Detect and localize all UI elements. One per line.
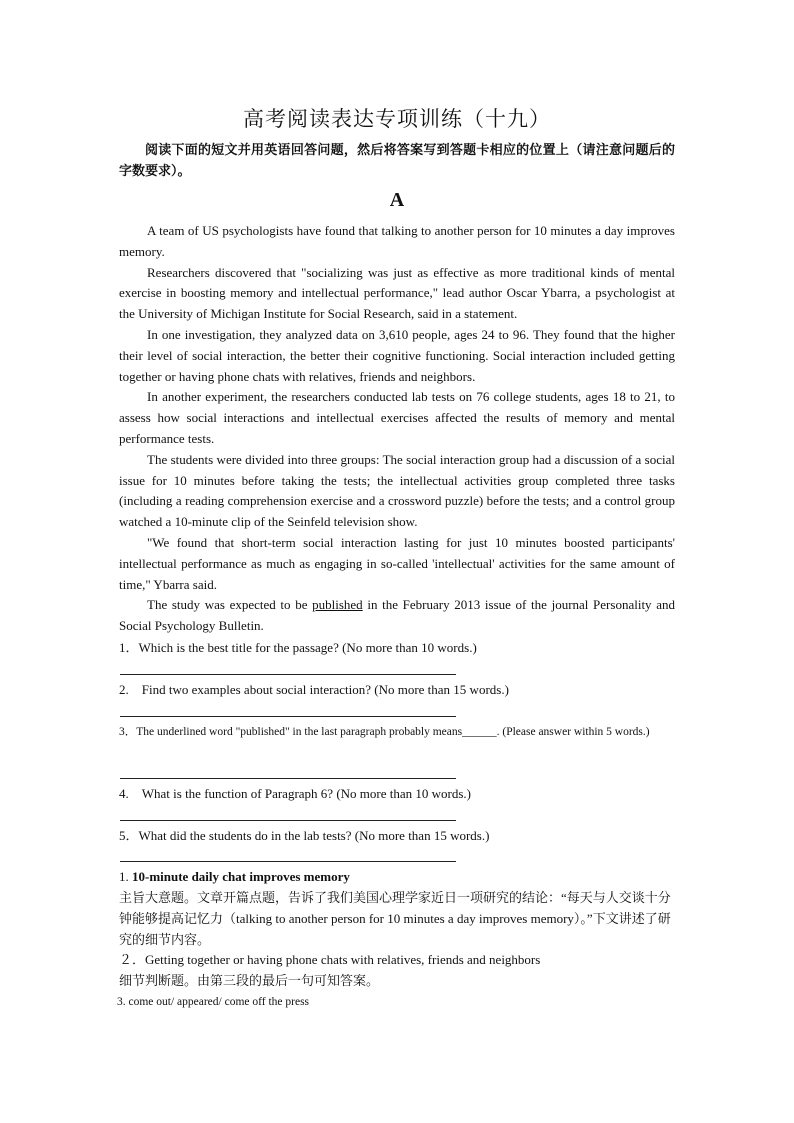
instructions: 阅读下面的短文并用英语回答问题，然后将答案写到答题卡相应的位置上（请注意问题后的字数要求）。 xyxy=(119,142,675,178)
paragraph-2: Researchers discovered that "socializing was just as effective as more traditional kinds of mental exercise in boosting memory and intellectual performance," lead author Oscar Ybarra, a psychologist at the University of Michigan Institute for Social Research, said in a statement. xyxy=(119,264,675,322)
question-3: 3．The underlined word "published" in the last paragraph probably means______. (Please answer within 5 words.) xyxy=(119,726,650,738)
answer-line-5[interactable] xyxy=(120,861,456,862)
answer-2: ２．Getting together or having phone chats with relatives, friends and neighbors xyxy=(119,952,541,967)
paragraph-7-end: in the February 2013 issue of the journal Personality and Social Psychology Bulletin. xyxy=(119,597,675,634)
answer-1 xyxy=(119,866,679,887)
answer-2-explanation: 细节判断题。由第三段的最后一句可知答案。 xyxy=(119,973,380,988)
answer-line-3[interactable] xyxy=(120,778,456,779)
answer-1-explanation: 主旨大意题。文章开篇点题，告诉了我们美国心理学家近日一项研究的结论：“每天与人交谈十分钟能够提高记忆力（talking to another person for 10 minutes a day improves memory）。”下文讲述了研究的细节内容。 xyxy=(119,890,671,947)
answer-1-number: 1. xyxy=(119,869,132,884)
answer-line-2[interactable] xyxy=(120,716,456,717)
question-2: 2. Find two examples about social interaction? (No more than 15 words.) xyxy=(119,682,509,697)
paragraph-3: In one investigation, they analyzed data on 3,610 people, ages 24 to 96. They found that the higher their level of social interaction, the better their cognitive functioning. Social interaction included getting together or having phone chats with relatives, friends and neighbors. xyxy=(119,326,675,384)
paragraph-4: In another experiment, the researchers conducted lab tests on 76 college students, ages 18 to 21, to assess how social interactions and intellectual exercises affected the results of memory and mental performance tests. xyxy=(119,389,675,446)
answer-3: 3. come out/ appeared/ come off the press xyxy=(117,996,310,1008)
paragraph-7 xyxy=(119,595,675,637)
reading-passage xyxy=(119,221,675,637)
paragraph-5: The students were divided into three groups: The social interaction group had a discussion of a social issue for 10 minutes before taking the tests; the intellectual activities group completed three tasks (including a reading comprehension exercise and a crossword puzzle) before the tests; and a control group watched a 10-minute clip of the Seinfeld television show. xyxy=(119,451,675,530)
paragraph-6: "We found that short-term social interaction lasting for just 10 minutes boosted participants' intellectual performance as much as engaging in so-called 'intellectual' activities for the same amount of time," Ybarra said. xyxy=(119,534,675,592)
page-title: 高考阅读表达专项训练（十九） xyxy=(243,107,551,131)
paragraph-7-start: The study was expected to be xyxy=(147,597,313,613)
question-5: 5．What did the students do in the lab tests? (No more than 15 words.) xyxy=(119,828,490,843)
answer-1-text: 10-minute daily chat improves memory xyxy=(132,869,350,884)
paragraph-1: A team of US psychologists have found that talking to another person for 10 minutes a day improves memory. xyxy=(119,223,675,259)
question-4: 4. What is the function of Paragraph 6? (No more than 10 words.) xyxy=(119,786,471,801)
answer-line-1[interactable] xyxy=(120,674,456,675)
underlined-word: published xyxy=(312,597,363,613)
question-1: 1．Which is the best title for the passage? (No more than 10 words.) xyxy=(119,640,477,655)
section-label: A xyxy=(389,189,405,211)
answer-line-4[interactable] xyxy=(120,820,456,821)
